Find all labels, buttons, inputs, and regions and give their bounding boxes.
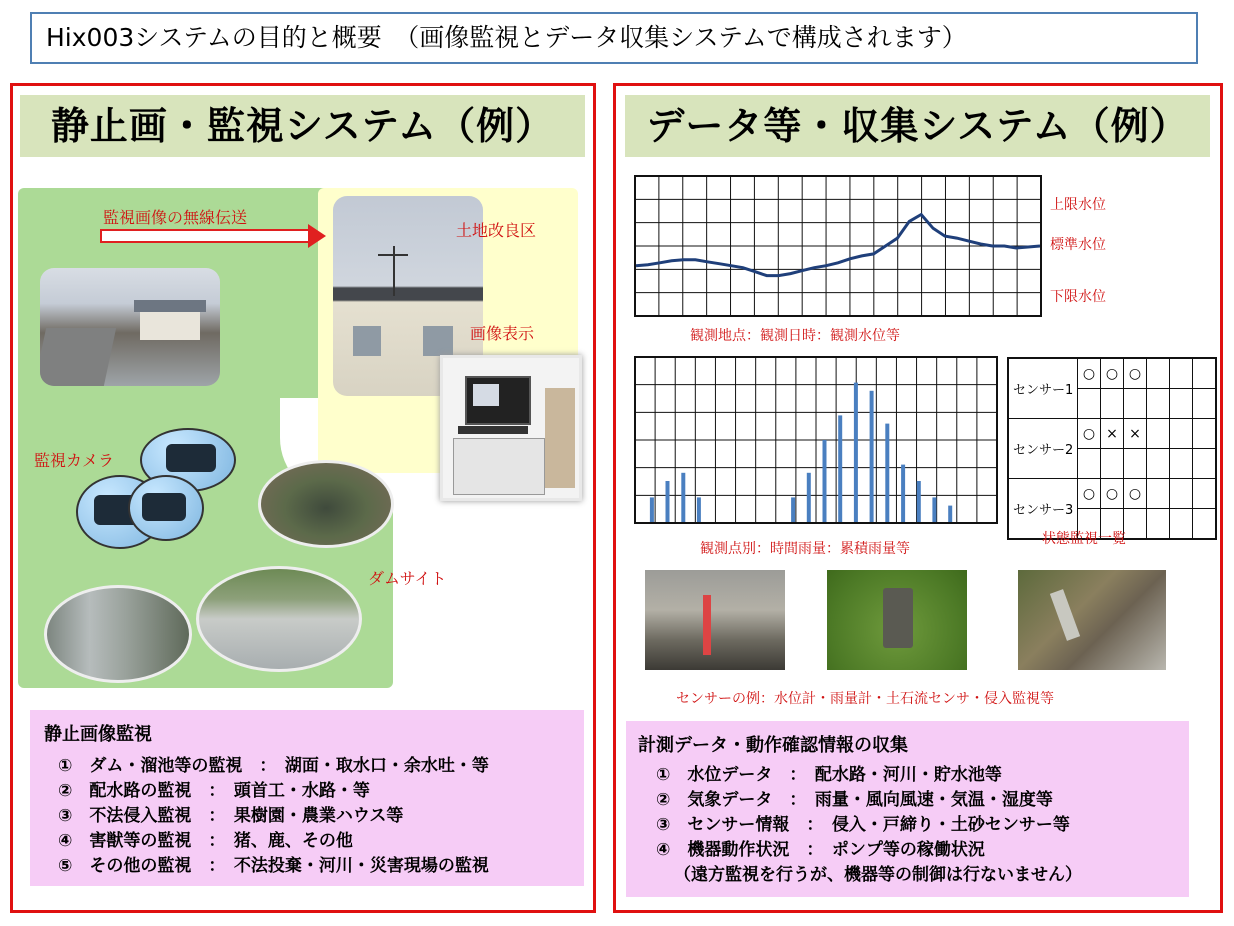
rainfall-chart xyxy=(634,356,998,524)
rain-bar xyxy=(885,424,889,522)
still-image-header: 静止画・監視システム（例） xyxy=(20,95,585,157)
normal-level-label: 標準水位 xyxy=(1050,237,1106,253)
list-item: ⑤ その他の監視 ： 不法投棄・河川・災害現場の監視 xyxy=(58,856,489,876)
sensor-1-label: センサー1 xyxy=(1008,358,1078,419)
rain-bar xyxy=(932,497,936,522)
rain-bar xyxy=(697,497,701,522)
page-title: Hix003システムの目的と概要 （画像監視とデータ収集システムで構成されます） xyxy=(30,12,1198,64)
rain-bar xyxy=(666,481,670,522)
rain-caption: 観測点別：時間雨量：累積雨量等 xyxy=(700,541,910,557)
list-item: ② 気象データ ： 雨量・風向風速・気温・湿度等 xyxy=(656,790,1053,810)
status-mark: ○ xyxy=(1078,419,1101,449)
lake-photo xyxy=(258,460,394,548)
list-item: ① 水位データ ： 配水路・河川・貯水池等 xyxy=(656,765,1002,785)
water-level-chart xyxy=(634,175,1042,317)
water-caption: 観測地点：観測日時：観測水位等 xyxy=(690,328,900,344)
rain-bar xyxy=(948,506,952,522)
status-mark: ○ xyxy=(1101,358,1124,389)
upper-level-label: 上限水位 xyxy=(1050,197,1106,213)
status-mark: ○ xyxy=(1078,479,1101,509)
dam-photo xyxy=(40,268,220,386)
wireless-arrow xyxy=(100,229,310,243)
camera-icon-3 xyxy=(128,475,204,541)
sensor-2-label: センサー2 xyxy=(1008,419,1078,479)
rain-gauge-photo xyxy=(827,570,967,670)
data-collection-list-heading: 計測データ・動作確認情報の収集 xyxy=(638,735,908,756)
monitor-photo xyxy=(440,355,582,501)
rain-bar xyxy=(870,391,874,522)
rain-bar xyxy=(838,415,842,522)
dam-intake-photo xyxy=(44,585,192,683)
rain-bar xyxy=(854,383,858,522)
status-mark: ○ xyxy=(1124,479,1147,509)
dam-gate-photo xyxy=(196,566,362,672)
camera-label: 監視カメラ xyxy=(34,451,115,470)
status-mark: × xyxy=(1124,419,1147,449)
wireless-arrow-head xyxy=(308,224,326,248)
list-item: ③ センサー情報 ： 侵入・戸締り・土砂センサー等 xyxy=(656,815,1070,835)
water-gauge-photo xyxy=(645,570,785,670)
data-collection-list xyxy=(626,721,1189,897)
status-table xyxy=(1007,357,1217,540)
status-mark: ○ xyxy=(1124,358,1147,389)
list-item: ① ダム・溜池等の監視 ： 湖面・取水口・余水吐・等 xyxy=(58,756,489,776)
list-note: （遠方監視を行うが、機器等の制御は行ないません） xyxy=(674,865,1082,885)
wireless-label: 監視画像の無線伝送 xyxy=(103,208,248,227)
list-item: ② 配水路の監視 ： 頭首工・水路・等 xyxy=(58,781,370,801)
sensor-3-label: センサー3 xyxy=(1008,479,1078,540)
land-office-label: 土地改良区 xyxy=(456,221,537,240)
rain-bar xyxy=(807,473,811,522)
status-mark: ○ xyxy=(1101,479,1124,509)
still-image-list-heading: 静止画像監視 xyxy=(44,724,152,745)
rain-bar xyxy=(681,473,685,522)
display-label: 画像表示 xyxy=(470,324,535,343)
lower-level-label: 下限水位 xyxy=(1050,289,1106,305)
list-item: ④ 害獣等の監視 ： 猪、鹿、その他 xyxy=(58,831,353,851)
list-item: ③ 不法侵入監視 ： 果樹園・農業ハウス等 xyxy=(58,806,404,826)
rain-bar xyxy=(650,497,654,522)
status-caption: 状態監視一覧 xyxy=(1042,531,1126,547)
data-collection-header: データ等・収集システム（例） xyxy=(625,95,1210,157)
status-mark: ○ xyxy=(1078,358,1101,389)
dam-site-label: ダムサイト xyxy=(368,569,447,588)
rain-bar xyxy=(901,465,905,522)
sensor-caption: センサーの例：水位計・雨量計・土石流センサ・侵入監視等 xyxy=(676,691,1054,707)
rain-bar xyxy=(791,497,795,522)
still-image-list xyxy=(30,710,584,886)
list-item: ④ 機器動作状況 ： ポンプ等の稼働状況 xyxy=(656,840,985,860)
rain-bar xyxy=(823,440,827,522)
debris-sensor-photo xyxy=(1018,570,1166,670)
status-mark: × xyxy=(1101,419,1124,449)
rain-bar xyxy=(917,481,921,522)
